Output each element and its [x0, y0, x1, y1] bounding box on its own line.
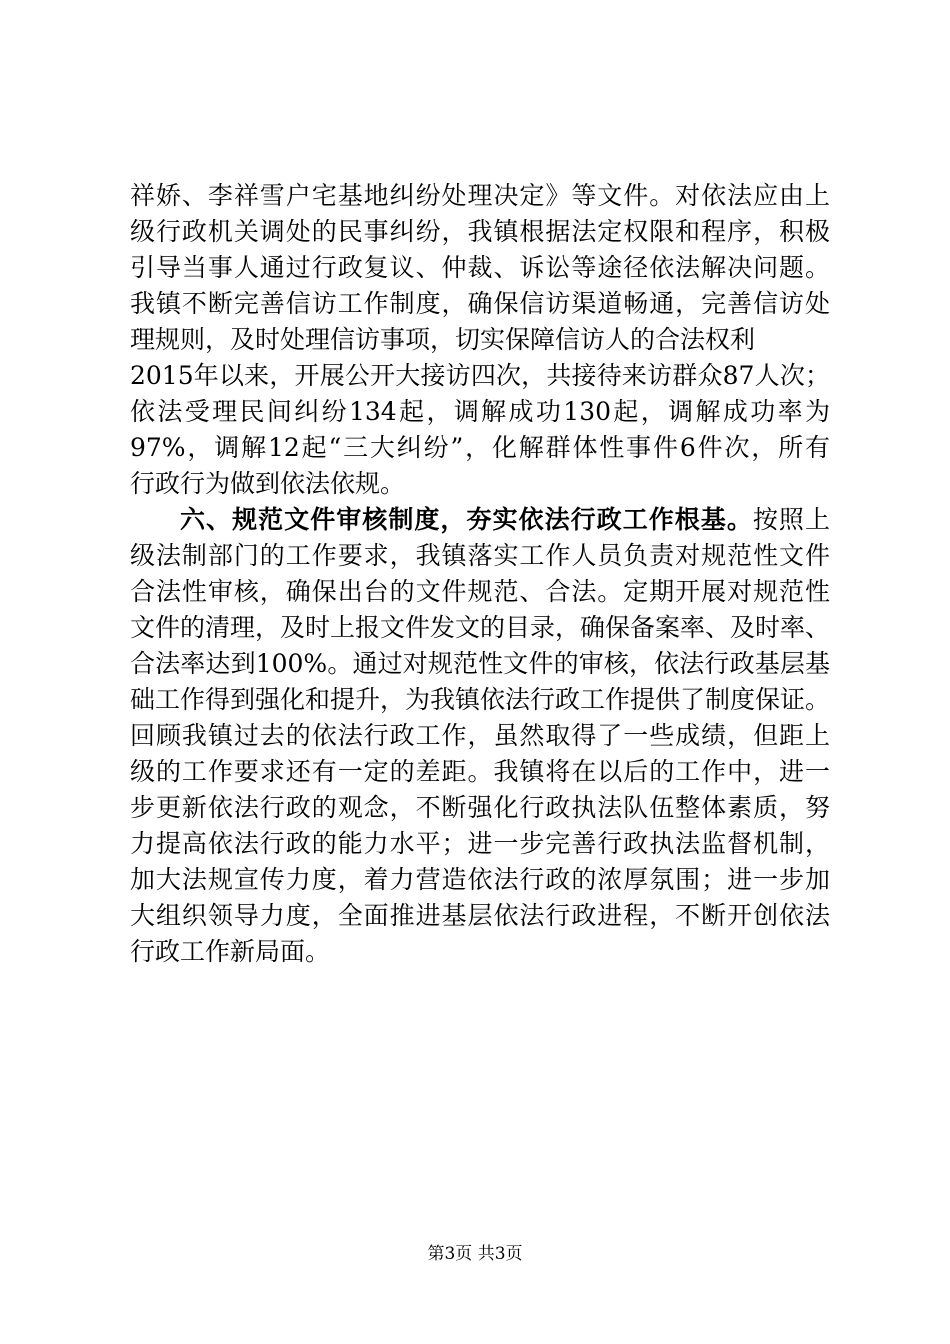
body-line: 加大法规宣传力度，着力营造依法行政的浓厚氛围；进一步加	[130, 865, 830, 894]
body-line: 行政工作新局面。	[130, 937, 331, 966]
body-line: 级的工作要求还有一定的差距。我镇将在以后的工作中，进一	[130, 757, 830, 786]
body-line: 合法性审核，确保出台的文件规范、合法。定期开展对规范性	[130, 577, 830, 606]
body-line: 回顾我镇过去的依法行政工作，虽然取得了一些成绩，但距上	[130, 721, 830, 750]
body-line: 2015年以来，开展公开大接访四次，共接待来访群众87人次；	[130, 361, 830, 390]
body-line: 级法制部门的工作要求，我镇落实工作人员负责对规范性文件	[130, 541, 830, 570]
section-6-first-line-rest: 按照上	[752, 505, 830, 534]
section-6-heading: 六、规范文件审核制度，夯实依法行政工作根基。	[180, 505, 753, 534]
body-line: 引导当事人通过行政复议、仲裁、诉讼等途径依法解决问题。	[130, 253, 830, 282]
section-heading-line	[130, 502, 830, 538]
body-line: 合法率达到100%。通过对规范性文件的审核，依法行政基层基	[130, 649, 830, 678]
body-line: 97%，调解12起“三大纠纷”，化解群体性事件6件次，所有	[130, 433, 830, 462]
body-line: 文件的清理，及时上报文件发文的目录，确保备案率、及时率、	[130, 613, 831, 642]
body-line: 础工作得到强化和提升，为我镇依法行政工作提供了制度保证。	[130, 685, 831, 714]
body-line: 我镇不断完善信访工作制度，确保信访渠道畅通，完善信访处	[130, 289, 830, 318]
body-line: 祥娇、李祥雪户宅基地纠纷处理决定》等文件。对依法应由上	[130, 181, 830, 210]
body-line: 步更新依法行政的观念，不断强化行政执法队伍整体素质，努	[130, 793, 830, 822]
body-line: 力提高依法行政的能力水平；进一步完善行政执法监督机制，	[130, 829, 830, 858]
body-line: 行政行为做到依法依规。	[130, 469, 406, 498]
body-line: 大组织领导力度，全面推进基层依法行政进程，不断开创依法	[130, 901, 830, 930]
body-line: 级行政机关调处的民事纠纷，我镇根据法定权限和程序，积极	[130, 217, 830, 246]
document-body	[130, 178, 830, 970]
body-line: 理规则，及时处理信访事项，切实保障信访人的合法权利	[130, 325, 756, 354]
body-line: 依法受理民间纠纷134起，调解成功130起，调解成功率为	[130, 397, 830, 426]
page-footer: 第3页 共3页	[427, 1244, 523, 1264]
